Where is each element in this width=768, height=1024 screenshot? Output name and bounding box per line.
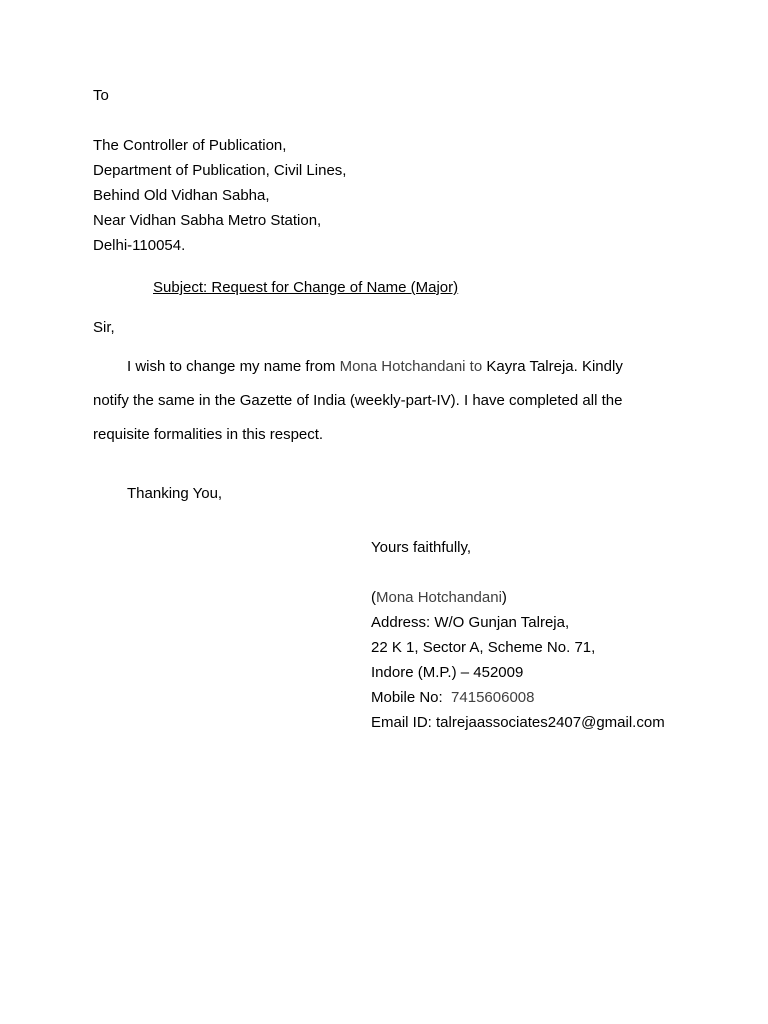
mobile-number: 7415606008 bbox=[451, 689, 535, 706]
recipient-line-1: The Controller of Publication, bbox=[93, 137, 287, 154]
body-line-1-suffix: Kayra Talreja. Kindly bbox=[482, 358, 623, 375]
mobile-line bbox=[371, 689, 534, 707]
signatory-name bbox=[371, 589, 507, 607]
email-line bbox=[371, 714, 665, 732]
recipient-line-3: Behind Old Vidhan Sabha, bbox=[93, 187, 270, 204]
name-open-paren: ( bbox=[371, 589, 376, 606]
body-line-1-prefix: I wish to change my name from bbox=[127, 358, 340, 375]
address-line-3: Indore (M.P.) – 452009 bbox=[371, 664, 524, 681]
recipient-line-5: Delhi-110054. bbox=[93, 237, 186, 254]
greeting: Sir, bbox=[93, 319, 115, 336]
closing-line: Yours faithfully, bbox=[371, 539, 472, 556]
body-line-2: notify the same in the Gazette of India (weekly-part-IV). I have completed all the bbox=[93, 392, 623, 409]
email-address: talrejaassociates2407@gmail.com bbox=[436, 714, 665, 731]
name-close-paren: ) bbox=[501, 589, 507, 606]
recipient-line-2: Department of Publication, Civil Lines, bbox=[93, 162, 347, 179]
address-line-1: Address: W/O Gunjan Talreja, bbox=[371, 614, 570, 631]
subject-line: Subject: Request for Change of Name (Major) bbox=[153, 279, 459, 296]
email-label: Email ID: bbox=[371, 714, 437, 731]
body-line-1 bbox=[127, 358, 623, 376]
old-name: Mona Hotchandani bbox=[339, 358, 466, 375]
to-word: to bbox=[465, 358, 483, 375]
mobile-label: Mobile No: bbox=[371, 689, 452, 706]
signatory-name-text: Mona Hotchandani bbox=[376, 589, 502, 606]
address-line-2: 22 K 1, Sector A, Scheme No. 71, bbox=[371, 639, 596, 656]
body-line-3: requisite formalities in this respect. bbox=[93, 426, 324, 443]
to-heading: To bbox=[93, 87, 109, 104]
recipient-line-4: Near Vidhan Sabha Metro Station, bbox=[93, 212, 322, 229]
thanks-line: Thanking You, bbox=[127, 485, 223, 502]
